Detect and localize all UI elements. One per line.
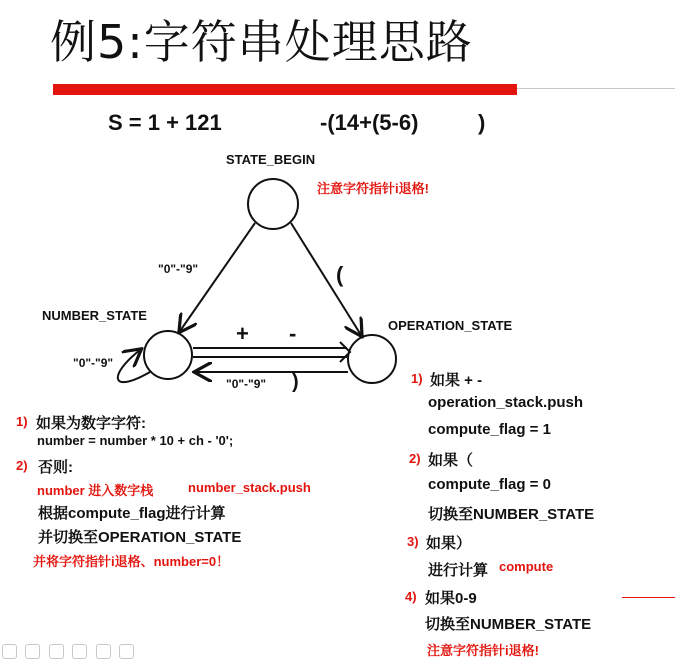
formula-left: S = 1 + 121 [108, 110, 222, 135]
prev-slide-icon[interactable] [2, 644, 17, 659]
right-note1-number: 1) [411, 371, 423, 386]
right-note2-line2: 切换至NUMBER_STATE [428, 506, 595, 523]
right-note4-number: 4) [405, 589, 417, 604]
next-slide-icon[interactable] [25, 644, 40, 659]
state-number-circle [144, 331, 192, 379]
formula-right: -(14+(5-6) [320, 110, 419, 135]
edge-label-number-self: "0"-"9" [73, 356, 114, 370]
edge-begin-to-number [180, 223, 255, 331]
right-note3-number: 3) [407, 534, 419, 549]
edge-label-begin-operation: ( [336, 262, 344, 287]
right-note3-line1: 进行计算 [428, 562, 489, 579]
edge-label-minus: - [289, 321, 297, 346]
more-icon[interactable] [119, 644, 134, 659]
right-note4-line1: 切换至NUMBER_STATE [425, 616, 592, 633]
left-note1-number: 1) [16, 414, 28, 429]
state-operation-label: OPERATION_STATE [388, 318, 513, 333]
right-note4-warning: 注意字符指针i退格! [427, 643, 539, 658]
edge-label-op-number-paren: ) [292, 371, 299, 393]
pen-icon[interactable] [49, 644, 64, 659]
left-note2-line3: 并切换至OPERATION_STATE [38, 529, 242, 546]
right-note3-red: compute [499, 559, 554, 574]
zoom-icon[interactable] [96, 644, 111, 659]
edge-label-op-number-digits: "0"-"9" [226, 377, 267, 391]
right-note2-line1: compute_flag = 0 [428, 476, 551, 493]
state-begin-circle [248, 179, 298, 229]
edge-label-plus: + [236, 321, 249, 346]
right-note2-text: 如果（ [428, 452, 474, 469]
state-begin-label: STATE_BEGIN [226, 152, 316, 167]
left-note2-text: 否则: [38, 459, 73, 476]
left-note2-number: 2) [16, 458, 28, 473]
menu-icon[interactable] [72, 644, 87, 659]
slide-title: 例5:字符串处理思路 [50, 15, 473, 69]
right-red-divider [622, 597, 675, 598]
begin-warning: 注意字符指针i退格! [317, 181, 429, 196]
right-note1-text: 如果 + - [430, 372, 483, 389]
formula-close-paren: ) [478, 110, 486, 135]
slide-toolbar [0, 641, 150, 661]
right-note2-number: 2) [409, 451, 421, 466]
left-note1-text: 如果为数字字符: [36, 415, 146, 432]
edge-label-begin-number: "0"-"9" [158, 262, 199, 276]
left-note1-code: number = number * 10 + ch - '0'; [37, 433, 234, 448]
right-note3-text: 如果） [426, 535, 472, 552]
right-note4-text: 如果0-9 [425, 590, 477, 607]
state-number-label: NUMBER_STATE [42, 308, 147, 323]
left-note2-warning: 并将字符指针i退格、number=0！ [33, 554, 230, 569]
state-operation-circle [348, 335, 396, 383]
edge-number-to-operation [193, 348, 347, 357]
right-note1-line2: compute_flag = 1 [428, 421, 551, 438]
left-note2-red1: number 进入数字栈 [37, 483, 154, 498]
edge-begin-to-operation [291, 223, 361, 335]
left-note2-red2: number_stack.push [188, 480, 311, 495]
right-note1-line1: operation_stack.push [428, 394, 584, 411]
left-note2-line2: 根据compute_flag进行计算 [38, 505, 226, 522]
